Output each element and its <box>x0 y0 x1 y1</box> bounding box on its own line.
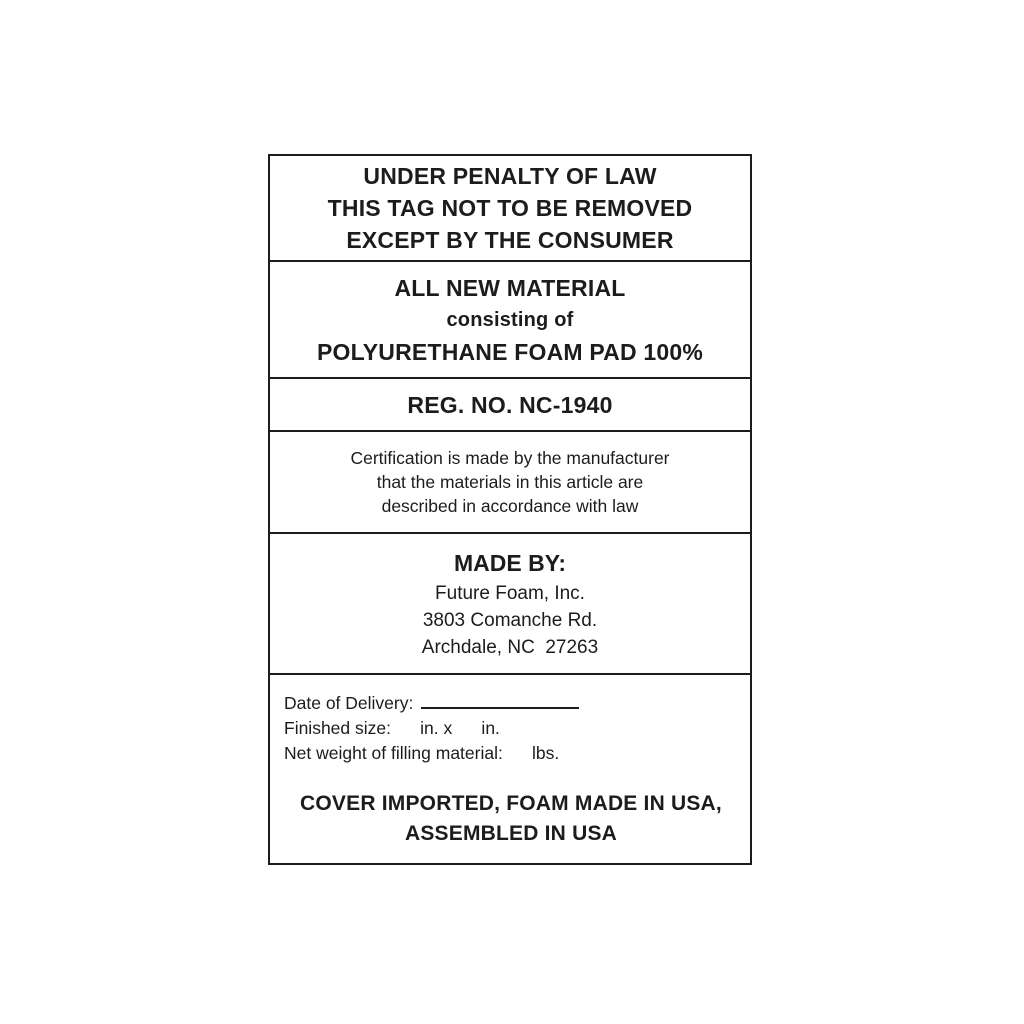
section-material-contents <box>270 262 750 379</box>
material-line-2: consisting of <box>446 308 574 331</box>
penalty-line-2: THIS TAG NOT TO BE REMOVED <box>327 195 693 221</box>
registration-number: REG. NO. NC-1940 <box>407 391 613 418</box>
date-of-delivery-blank-line <box>421 692 579 709</box>
law-tag-label <box>268 154 752 865</box>
net-weight-row: Net weight of filling material: lbs. <box>284 743 560 763</box>
date-of-delivery-row <box>284 691 738 716</box>
origin-statement-block <box>284 789 738 849</box>
manufacturer-name: Future Foam, Inc. <box>435 582 585 604</box>
section-delivery-details <box>270 675 750 863</box>
certification-line-1: Certification is made by the manufacturer <box>350 448 670 468</box>
origin-line-2: ASSEMBLED IN USA <box>404 822 618 845</box>
delivery-details-block <box>284 691 738 766</box>
origin-line-1: COVER IMPORTED, FOAM MADE IN USA, <box>300 792 722 815</box>
section-registration-number <box>270 379 750 432</box>
section-certification <box>270 432 750 534</box>
section-made-by <box>270 534 750 675</box>
material-line-1: ALL NEW MATERIAL <box>394 274 626 301</box>
manufacturer-city-state-zip: Archdale, NC 27263 <box>421 636 599 658</box>
certification-line-3: described in accordance with law <box>381 496 639 516</box>
penalty-line-3: EXCEPT BY THE CONSUMER <box>346 227 674 253</box>
manufacturer-street: 3803 Comanche Rd. <box>422 609 598 631</box>
certification-line-2: that the materials in this article are <box>376 472 644 492</box>
section-penalty-warning <box>270 156 750 262</box>
material-line-3: POLYURETHANE FOAM PAD 100% <box>316 338 704 365</box>
date-of-delivery-label: Date of Delivery: <box>284 693 414 713</box>
finished-size-row: Finished size: in. x in. <box>284 718 500 738</box>
made-by-heading: MADE BY: <box>453 549 566 576</box>
penalty-line-1: UNDER PENALTY OF LAW <box>363 163 657 189</box>
